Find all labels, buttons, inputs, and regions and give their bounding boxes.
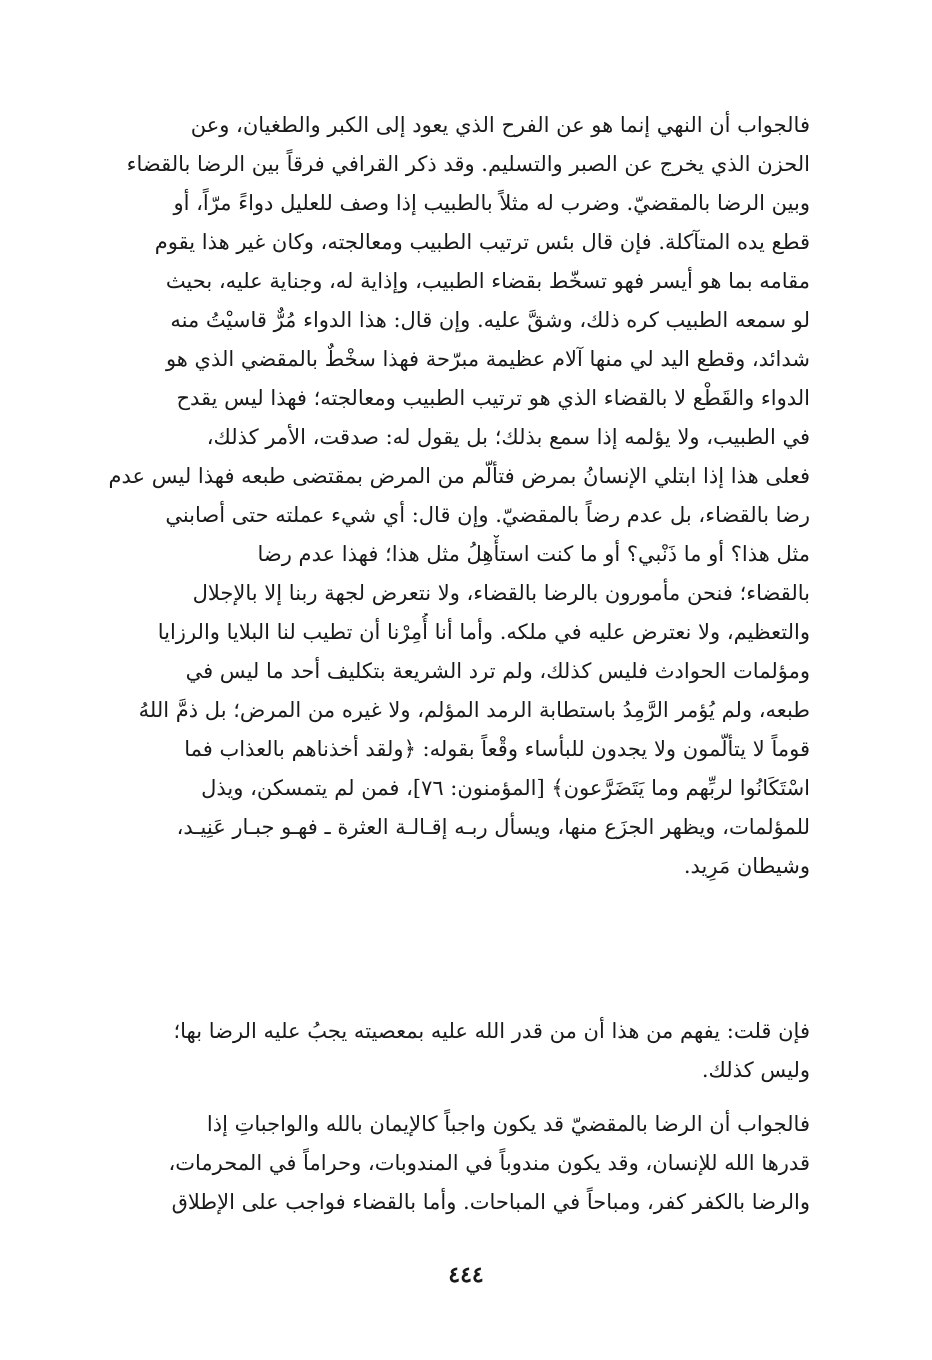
text-line: وبين الرضا بالمقضيّ. وضرب له مثلاً بالطبيب إذا وصف للعليل دواءً مرّاً، أو [173,191,810,215]
text-line: الحزن الذي يخرج عن الصبر والتسليم. وقد ذكر القرافي فرقاً بين الرضا بالقضاء [126,152,810,176]
page-number: ٤٤٤ [448,1262,484,1288]
text-line: للمؤلمات، ويظهر الجزَع منها، ويسأل ربـه إقـالـة العثرة ـ فهـو جبـار عَنِيـد، [176,815,810,839]
text-line: قوماً لا يتألّمون ولا يجدون للبأساء وقْعاً بقوله: ﴿ولقد أخذناهم بالعذاب فما [184,737,810,761]
paragraph-answer-1 [104,106,810,886]
paragraph-answer-2 [104,1105,810,1222]
text-line: طبعه، ولم يُؤمر الرَّمِدُ باستطابة الرمد المؤلم، ولا غيره من المرض؛ بل ذمَّ اللهُ [138,698,810,722]
text-line: مثل هذا؟ أو ما ذَنْبي؟ أو ما كنت استأْهِلُ مثل هذا؛ فهذا عدم رضا [257,542,810,566]
text-line: ومؤلمات الحوادث فليس كذلك، ولم ترد الشريعة بتكليف أحد ما ليس في [185,659,810,683]
text-line: فالجواب أن النهي إنما هو عن الفرح الذي يعود إلى الكبر والطغيان، وعن [190,113,810,137]
text-line: شدائد، وقطع اليد لي منها آلام عظيمة مبرّحة فهذا سخْطٌ بالمقضي الذي هو [165,347,810,371]
text-line: اسْتَكَانُوا لربِّهم وما يَتَضَرَّعون﴾ [المؤمنون: ٧٦]، فمن لم يتمسكن، ويذل [201,776,810,800]
text-line: فالجواب أن الرضا بالمقضيّ قد يكون واجباً كالإيمان بالله والواجباتِ إذا [206,1112,810,1136]
text-line: وشيطان مَرِيد. [683,854,810,878]
text-line: في الطبيب، ولا يؤلمه إذا سمع بذلك؛ بل يقول له: صدقت، الأمر كذلك، [206,425,810,449]
text-line: وليس كذلك. [701,1058,810,1082]
text-line: والتعظيم، ولا نعترض عليه في ملكه. وأما أنا أُمِرْنا أن تطيب لنا البلايا والرزايا [157,620,810,644]
text-line: قدرها الله للإنسان، وقد يكون مندوباً في المندوبات، وحراماً في المحرمات، [168,1151,810,1175]
text-line: الدواء والقَطْع لا بالقضاء الذي هو ترتيب الطبيب ومعالجته؛ فهذا ليس يقدح [176,386,810,410]
text-line: فعلى هذا إذا ابتلي الإنسانُ بمرض فتألّم من المرض بمقتضى طبعه فهذا ليس عدم [108,464,810,488]
text-line: والرضا بالكفر كفر، ومباحاً في المباحات. وأما بالقضاء فواجب على الإطلاق [171,1190,810,1214]
text-line: مقامه بما هو أيسر فهو تسخّط بقضاء الطبيب، وإذاية له، وجناية عليه، بحيث [165,269,810,293]
text-line: قطع يده المتآكلة. فإن قال بئس ترتيب الطبيب ومعالجته، وكان غير هذا يقوم [154,230,810,254]
text-line: لو سمعه الطبيب كره ذلك، وشقَّ عليه. وإن قال: هذا الدواء مُرٌّ قاسيْتُ منه [170,308,810,332]
text-line: بالقضاء؛ فنحن مأمورون بالرضا بالقضاء، ولا نتعرض لجهة ربنا إلا بالإجلال [192,581,810,605]
text-line: فإن قلت: يفهم من هذا أن من قدر الله عليه بمعصيته يجبُ عليه الرضا بها؛ [173,1019,810,1043]
paragraph-question [104,1012,810,1090]
text-line: رضا بالقضاء، بل عدم رضاً بالمقضيّ. وإن قال: أي شيء عملته حتى أصابني [165,503,810,527]
